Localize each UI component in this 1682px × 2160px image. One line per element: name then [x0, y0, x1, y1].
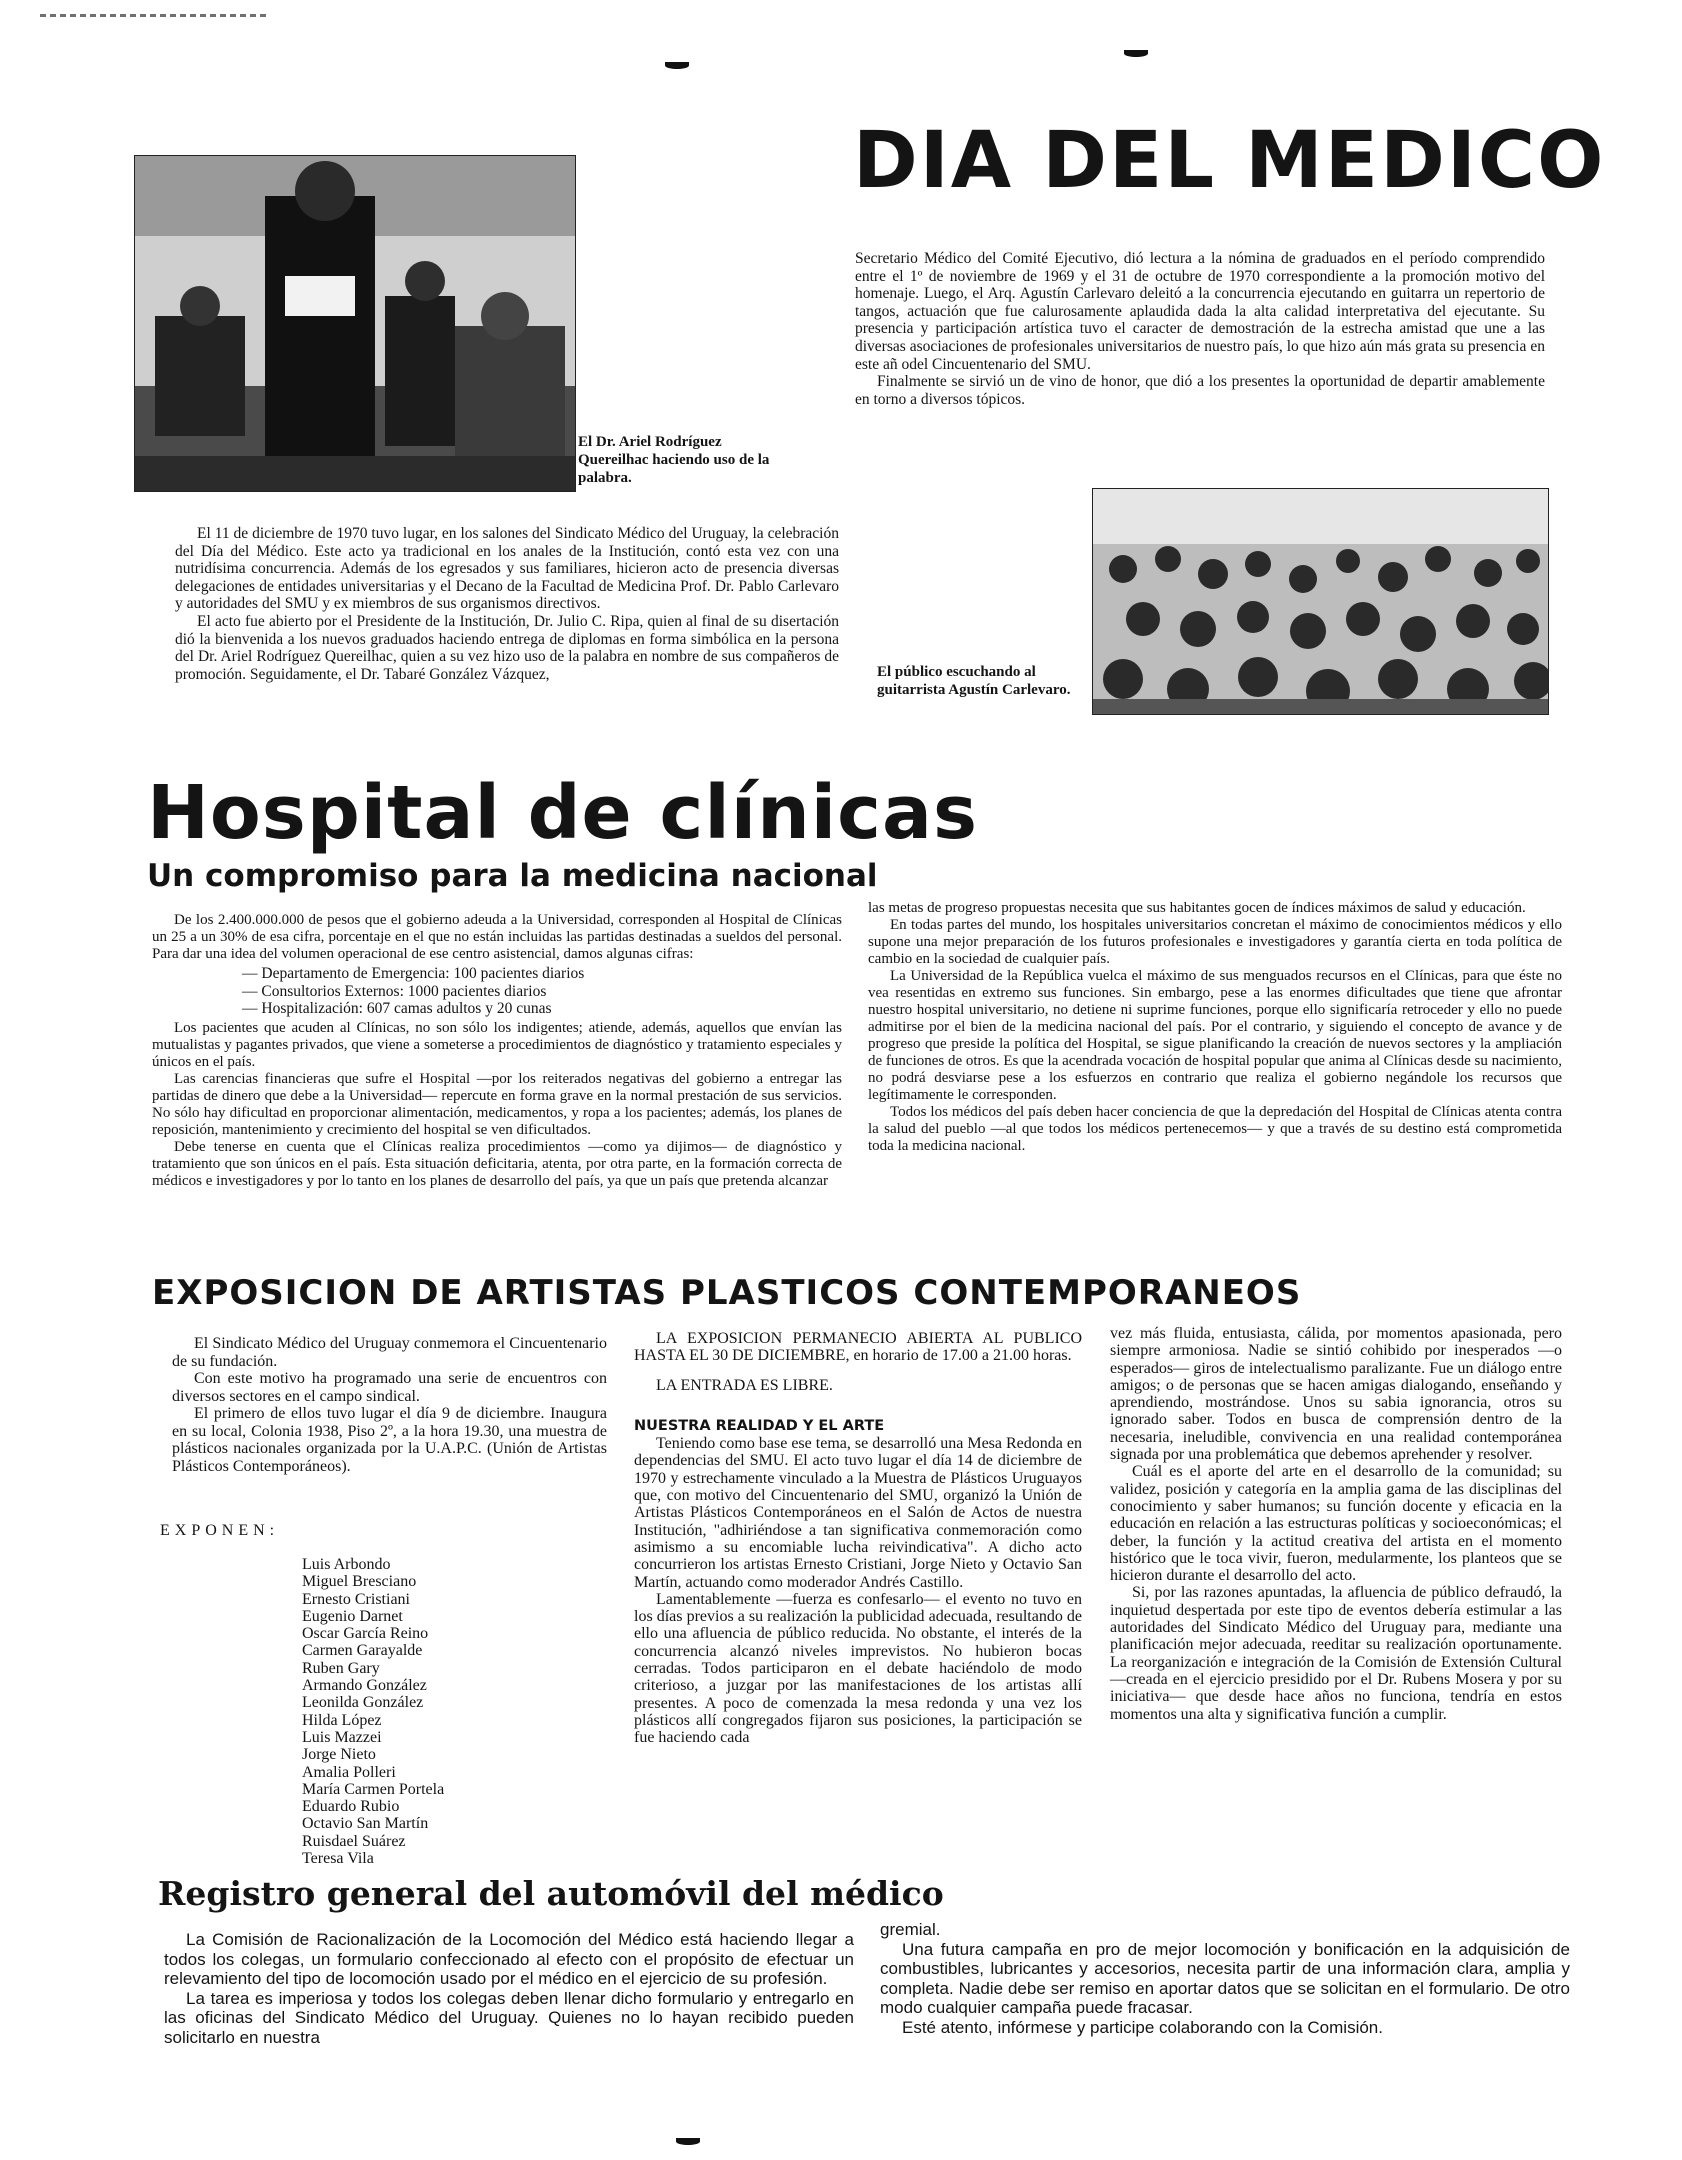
- exposicion-column-2: [634, 1330, 1082, 1747]
- dia-del-medico-title: DIA DEL MEDICO: [853, 116, 1606, 206]
- paragraph: Si, por las razones apuntadas, la afluencia de público defraudó, la inquietud despertada por este tipo de eventos debería estimular a las autoridades del Sindicato Médico del Uruguay para, mediante una planificación mejor adecuada, reeditar su realización oportunamente. La reorganización e integración de la Comisión de Extensión Cultural —creada en el ejercicio presidido por el Dr. Rubens Mosera y por su iniciativa— que desde hace años no funciona, tendría en estos momentos una alta y significativa función a cumplir.: [1110, 1584, 1562, 1723]
- photo-speaker-caption: El Dr. Ariel Rodríguez Quereilhac haciendo uso de la palabra.: [578, 434, 770, 486]
- artist-name: Luis Arbondo: [302, 1556, 391, 1573]
- artist-name: Hilda López: [302, 1711, 382, 1729]
- artist-name: Ruben Gary: [302, 1659, 380, 1677]
- paragraph: La Comisión de Racionalización de la Locomoción del Médico está haciendo llegar a todos los colegas, un formulario confeccionado al efecto con el propósito de efectuar un relevamiento del tipo de locomoción usado por el médico en el ejercicio de su profesión.: [164, 1930, 854, 1988]
- artist-name: Eugenio Darnet: [302, 1607, 403, 1625]
- paragraph: Esté atento, infórmese y participe colaborando con la Comisión.: [902, 2017, 1383, 2037]
- paragraph: La tarea es imperiosa y todos los colegas deben llenar dicho formulario y entregarlo en las oficinas del Sindicato Médico del Uruguay. Quienes no lo hayan recibido pueden solicitarlo en nuestra: [164, 1988, 854, 2047]
- artist-name: Octavio San Martín: [302, 1815, 429, 1833]
- paragraph: El Sindicato Médico del Uruguay conmemora el Cincuentenario de su fundación.: [172, 1335, 607, 1370]
- photo-audience: [1092, 488, 1549, 715]
- exposicion-notice: LA EXPOSICION PERMANECIO ABIERTA AL PUBLICO HASTA EL 30 DE DICIEMBRE, en horario de 17.00 a 21.00 horas.: [634, 1330, 1082, 1365]
- scan-edge-top-left: [40, 14, 270, 17]
- paragraph: El 11 de diciembre de 1970 tuvo lugar, en los salones del Sindicato Médico del Uruguay, la celebración del Día del Médico. Este acto ya tradicional en los anales de la Institución, contó esta vez con una nutridísima concurrencia. Además de los egresados y sus familiares, hicieron acto de presencia diversas delegaciones de entidades universitarias y el Decano de la Facultad de Medicina Prof. Dr. Pablo Carlevaro y autoridades del SMU y ex miembros de sus organismos directivos.: [175, 525, 839, 613]
- paragraph: vez más fluida, entusiasta, cálida, por momentos apasionada, pero siempre armoniosa. Nadie se sintió cohibido por inesperados —o esperados— giros de intelectualismo paralizante. Fue un diálogo entre amigos; o de personas que se hacen amigas dialogando, enseñando y aprendiendo, mostrándose. Unos su sabia ignorancia, otros su ignorado saber. Todos en busca de comprensión dentro de la necesaria, ineludible, convivencia en una realidad contemporánea signada por una problemática que debemos aprehender y resolver.: [1110, 1325, 1562, 1464]
- paragraph: Con este motivo ha programado una serie de encuentros con diversos sectores en el campo sindical.: [172, 1370, 607, 1405]
- artist-name: Ernesto Cristiani: [302, 1590, 410, 1608]
- paragraph: las metas de progreso propuestas necesita que sus habitantes gocen de índices máximos de salud y educación.: [868, 900, 1526, 916]
- paragraph: Teniendo como base ese tema, se desarrolló una Mesa Redonda en dependencias del SMU. El acto tuvo lugar el día 14 de diciembre de 1970 y estrechamente vinculado a la Muestra de Plásticos Uruguayos que, con motivo del Cincuentenario del SMU, organizó la Unión de Artistas Plásticos Contemporáneos en el Salón de Actos de nuestra Institución, "adhiriéndose a tan significativa conmemoración como asimismo a su encomiable lucha reivindicativa". A dicho acto concurrieron los artistas Ernesto Cristiani, Jorge Nieto y Octavio San Martín, actuando como moderador Andrés Castillo.: [634, 1435, 1082, 1591]
- paragraph: La Universidad de la República vuelca el máximo de sus menguados recursos en el Clínicas, para que éste no vea resentidas en extremo sus funciones. Sin embargo, pese a las enormes dificultades que tiene que afrontar nuestro hospital universitario, no detiene ni suprime funciones, porque ello significaría retroceder y ello no puede admitirse por el bien de la medicina nacional del país. Por el contrario, y siguiendo el concepto de avance y de progreso que preside la política del Hospital, se sigue planificando la creación de nuevos sectores y la ampliación de funciones de otros. Es que la acendrada vocación de hospital popular que anima al Clínicas desde su nacimiento, no podrá desviarse pese a los esfuerzos en contrario que realiza el gobierno negándole los recursos que legítimamente le corresponden.: [868, 968, 1562, 1103]
- artist-name: María Carmen Portela: [302, 1780, 445, 1798]
- exposicion-title: EXPOSICION DE ARTISTAS PLASTICOS CONTEMPORANEOS: [152, 1273, 1302, 1313]
- exposicion-column-3: [1110, 1325, 1562, 1723]
- artist-name: Amalia Polleri: [302, 1763, 396, 1781]
- photo-speaker: [134, 155, 576, 492]
- registration-mark-bottom: [676, 2138, 700, 2145]
- registro-right-column: [880, 1920, 1570, 2037]
- artist-name: Jorge Nieto: [302, 1746, 376, 1764]
- artist-name: Carmen Garayalde: [302, 1642, 423, 1660]
- paragraph: Finalmente se sirvió un de vino de honor, que dió a los presentes la oportunidad de departir amablemente en torno a diversos tópicos.: [855, 373, 1545, 408]
- hospital-left-column: [152, 912, 842, 1190]
- paragraph: Los pacientes que acuden al Clínicas, no son sólo los indigentes; atiende, además, aquellos que envían las mutualistas y pagantes privados, que viene a someterse a procedimientos de diagnóstico y tratamiento especiales y únicos en el país.: [152, 1019, 842, 1070]
- artist-name: Miguel Bresciano: [302, 1573, 417, 1591]
- dia-medico-left-column: [175, 525, 839, 683]
- artist-name: Armando González: [302, 1677, 427, 1695]
- paragraph: Lamentablemente —fuerza es confesarlo— el evento no tuvo en los días previos a su realización la publicidad adecuada, resultando de ello una afluencia de público reducida. No obstante, el interés de la concurrencia alcanzó niveles imprevistos. No hubieron bocas cerradas. Todos participaron en el debate haciéndolo de modo criterioso, a juzgar por las manifestaciones de los artistas allí presentes. A poco de comenzada la mesa redonda y una vez los plásticos allí congregados fijaron sus posiciones, la participación se fue haciendo cada: [634, 1590, 1082, 1747]
- paragraph: Debe tenerse en cuenta que el Clínicas realiza procedimientos —como ya dijimos— de diagnóstico y tratamiento que son únicos en el país. Esta situación deficitaria, atenta, por otra parte, en la formación correcta de médicos e investigadores y por lo tanto en los planes de desarrollo del país, ya que un país que pretenda alcanzar: [152, 1138, 842, 1189]
- registro-title: Registro general del automóvil del médico: [158, 1874, 944, 1913]
- paragraph: Una futura campaña en pro de mejor locomoción y bonificación en la adquisición de combustibles, lubricantes y accesorios, necesita partir de una información clara, amplia y completa. Nadie debe ser remiso en aportar datos que se solicitan en el formulario. De otro modo cualquier campaña puede fracasar.: [880, 1939, 1570, 2017]
- hospital-subtitle: Un compromiso para la medicina nacional: [147, 858, 878, 894]
- exposicion-entrada: LA ENTRADA ES LIBRE.: [656, 1376, 833, 1394]
- stat-emergency: — Departamento de Emergencia: 100 pacientes diarios: [242, 965, 585, 982]
- exposicion-subhead: NUESTRA REALIDAD Y EL ARTE: [634, 1417, 885, 1434]
- registration-mark-top-left: [665, 62, 689, 69]
- paragraph: gremial.: [880, 1920, 941, 1939]
- paragraph: Todos los médicos del país deben hacer conciencia de que la depredación del Hospital de Clínicas atenta contra la salud del pueblo —al que todos los médicos pertenecemos— y que a través de su destino está comprometida toda la medicina nacional.: [868, 1104, 1562, 1154]
- paragraph: El primero de ellos tuvo lugar el día 9 de diciembre. Inaugura en su local, Colonia 1938, Piso 2º, a la hora 19.30, una muestra de plásticos nacionales organizada por la U.A.P.C. (Unión de Artistas Plásticos Contemporáneos).: [172, 1405, 607, 1475]
- hospital-right-column: [868, 900, 1562, 1155]
- photo-audience-caption: El público escuchando al guitarrista Agustín Carlevaro.: [877, 664, 1071, 698]
- paragraph: Secretario Médico del Comité Ejecutivo, dió lectura a la nómina de graduados en el período comprendido entre el 1º de noviembre de 1969 y el 31 de octubre de 1970 correspondiente a la promoción motivo del homenaje. Luego, el Arq. Agustín Carlevaro deleitó a la concurrencia ejecutando en guitarra un repertorio de tangos, actuación que fue calurosamente aplaudida dada la alta calidad interpretativa del ejecutante. Su presencia y participación artística tuvo el caracter de demostración de la estrecha amistad que une a las diversas asociaciones de profesionales universitarios de nuestro país, lo que hizo aún más grata su presencia en este añ odel Cincuentenario del SMU.: [855, 250, 1545, 373]
- registration-mark-top-right: [1124, 50, 1148, 57]
- paragraph: Las carencias financieras que sufre el Hospital —por los reiterados negativas del gobierno a entregar las partidas de dinero que debe a la Universidad— repercute en forma grave en la normal prestación de sus servicios. No sólo hay dificultad en proporcionar alimentación, medicamentos, y ropa a los pacientes; además, los planes de reposición, mantenimiento y crecimiento del hospital se ven dificultados.: [152, 1070, 842, 1138]
- stat-hospitalization: — Hospitalización: 607 camas adultos y 20 cunas: [242, 1000, 552, 1018]
- artist-name: Oscar García Reino: [302, 1625, 429, 1643]
- hospital-title: Hospital de clínicas: [147, 770, 979, 856]
- hospital-stats-list: [242, 965, 842, 1018]
- paragraph: El acto fue abierto por el Presidente de la Institución, Dr. Julio C. Ripa, quien al final de su disertación dió la bienvenida a los nuevos graduados haciendo entrega de diplomas en forma simbólica en la persona del Dr. Ariel Rodríguez Quereilhac, quien a su vez hizo uso de la palabra en nombre de sus compañeros de promoción. Seguidamente, el Dr. Tabaré González Vázquez,: [175, 612, 839, 683]
- artists-list: [302, 1556, 444, 1867]
- registro-left-column: [164, 1930, 854, 2047]
- exposicion-column-1: [172, 1335, 607, 1475]
- paragraph: De los 2.400.000.000 de pesos que el gobierno adeuda a la Universidad, corresponden al Hospital de Clínicas un 25 a un 30% de esa cifra, porcentaje en el que no están incluidas las partidas destinadas a sueldos del personal. Para dar una idea del volumen operacional de ese centro asistencial, damos algunas cifras:: [152, 912, 842, 962]
- artist-name: Leonilda González: [302, 1694, 424, 1712]
- artist-name: Ruisdael Suárez: [302, 1832, 406, 1850]
- artist-name: Eduardo Rubio: [302, 1798, 400, 1816]
- artist-name: Teresa Vila: [302, 1850, 374, 1868]
- dia-medico-right-column: [855, 250, 1545, 408]
- artist-name: Luis Mazzei: [302, 1728, 382, 1746]
- exponen-label: EXPONEN:: [160, 1522, 280, 1539]
- stat-outpatient: — Consultorios Externos: 1000 pacientes diarios: [242, 982, 547, 1000]
- paragraph: Cuál es el aporte del arte en el desarrollo de la comunidad; su validez, posición y categoría en la amplia gama de las disciplinas del conocimiento y saber humanos; su función docente y eficacia en la educación en relación a las estructuras políticas y socioeconómicas; el deber, la función y la actitud creativa del artista en el momento histórico que le toca vivir, fueron, medularmente, los planteos que se hicieron durante el desarrollo del acto.: [1110, 1463, 1562, 1585]
- paragraph: En todas partes del mundo, los hospitales universitarios concretan el máximo de conocimientos médicos y ello supone una mejor preparación de los futuros profesionales e investigadores y garantía cierta en toda política de cambio en la sociedad de cualquier país.: [868, 917, 1562, 967]
